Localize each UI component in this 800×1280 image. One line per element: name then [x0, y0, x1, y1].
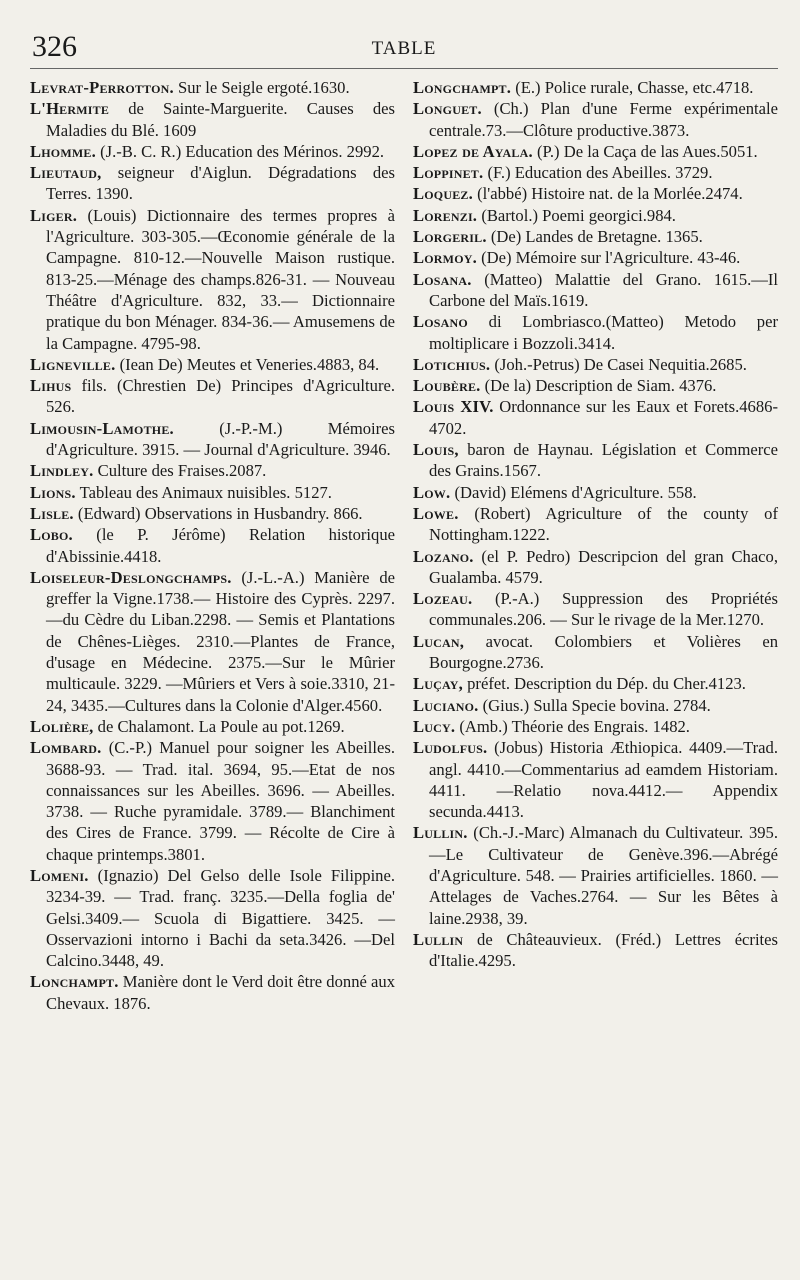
entry-author: Lorgeril.	[413, 227, 487, 247]
entry-author: Lions.	[30, 482, 76, 502]
index-entry	[30, 737, 395, 865]
entry-text: baron de Haynau. Législation et Commerce des Grains.1567.	[429, 440, 778, 481]
running-title: TABLE	[371, 38, 437, 59]
entry-author: Lhomme.	[30, 141, 96, 161]
entry-text: (C.-P.) Manuel pour soigner les Abeilles. 3688-93. — Trad. ital. 3694, 95.—Etat de nos connaissances sur les Abeilles. 3696. — Abeilles. 3738. — Ruche pyramidale. 3789.— Blanchiment des Cires de France. 3799. — Récolte de Cire à chaque printemps.3801.	[46, 738, 395, 864]
entry-text: Tableau des Animaux nuisibles. 5127.	[75, 482, 332, 502]
entry-text: fils. (Chrestien De) Principes d'Agriculture. 526.	[46, 376, 395, 417]
entry-text: (P.) De la Caça de las Aues.5051.	[532, 141, 758, 161]
entry-text: (Gius.) Sulla Specie bovina. 2784.	[478, 695, 711, 715]
index-entry	[413, 183, 778, 204]
index-entry	[413, 269, 778, 312]
index-entry	[30, 162, 395, 205]
entry-author: Louis,	[413, 440, 459, 460]
entry-text: (le P. Jérôme) Relation historique d'Abissinie.4418.	[46, 525, 395, 566]
index-entry	[413, 375, 778, 396]
index-entry	[30, 205, 395, 354]
index-entry	[413, 929, 778, 972]
entry-text: (Edward) Observations in Husbandry. 866.	[73, 503, 363, 523]
entry-text: (E.) Police rurale, Chasse, etc.4718.	[511, 78, 754, 97]
entry-author: Lucy.	[413, 716, 456, 736]
index-entry	[413, 205, 778, 226]
index-entry	[413, 673, 778, 694]
entry-author: Lozano.	[413, 546, 474, 566]
index-entry	[30, 375, 395, 418]
entry-author: Losano	[413, 312, 468, 332]
entry-author: Lorenzi.	[413, 205, 478, 225]
index-entry	[30, 418, 395, 461]
index-entry	[30, 567, 395, 716]
entry-text: (Matteo) Malattie del Grano. 1615.—Il Carbone del Maïs.1619.	[429, 269, 778, 310]
index-entry	[413, 162, 778, 183]
index-entry	[30, 503, 395, 524]
entry-author: Low.	[413, 482, 451, 502]
entry-author: Limousin-Lamothe.	[30, 418, 174, 438]
entry-author: Lowe.	[413, 503, 459, 523]
entry-text: (Iean De) Meutes et Veneries.4883, 84.	[115, 354, 380, 374]
entry-text: avocat. Colombiers et Volières en Bourgogne.2736.	[429, 631, 778, 673]
entry-author: Lindley.	[30, 461, 94, 481]
index-entry	[30, 482, 395, 503]
entry-text: Manière dont le Verd doit être donné aux Chevaux. 1876.	[46, 972, 395, 1013]
entry-text: (Ch.) Plan d'une Ferme expérimentale centrale.73.—Clôture productive.3873.	[429, 99, 778, 140]
entry-text: (J.-L.-A.) Manière de greffer la Vigne.1738.— Histoire des Cyprès. 2297.—du Cèdre du Liban.2298. — Semis et Plantations de Chênes-Lièges. 2310.—Plantes de France, d'usage en Médecine. 2375.—Sur le Mûrier multicaule. 3229. —Mûriers et Vers à soie.3310, 21-24, 3435.—Cultures dans la Colonie d'Alger.4560.	[46, 567, 395, 715]
page-header	[30, 28, 778, 69]
entry-text: (De) Mémoire sur l'Agriculture. 43-46.	[476, 248, 741, 268]
entry-text: (P.-A.) Suppression des Propriétés communales.206. — Sur le rivage de la Mer.1270.	[429, 589, 778, 630]
entry-author: Lolière,	[30, 716, 94, 736]
entry-text: (F.) Education des Abeilles. 3729.	[483, 163, 713, 183]
entry-text: Ordonnance sur les Eaux et Forets.4686-4702.	[429, 397, 778, 438]
entry-author: L'Hermite	[30, 99, 110, 119]
entry-author: Loquez.	[413, 184, 473, 204]
entry-author: Loiseleur-Deslongchamps.	[30, 567, 232, 587]
entry-text: (De la) Description de Siam. 4376.	[480, 376, 717, 396]
index-entry	[413, 503, 778, 546]
index-entry	[413, 716, 778, 737]
entry-author: Liger.	[30, 205, 78, 225]
index-entry	[413, 311, 778, 354]
index-entry	[413, 141, 778, 162]
entry-text: Sur le Seigle ergoté.1630.	[173, 78, 350, 97]
entry-author: Levrat-Perrotton.	[30, 78, 174, 97]
entry-text: de Sainte-Marguerite. Causes des Maladies du Blé. 1609	[46, 99, 395, 140]
right-column	[413, 77, 778, 1014]
entry-text: (Robert) Agriculture of the county of Nottingham.1222.	[429, 503, 778, 545]
entry-text: (Ignazio) Del Gelso delle Isole Filippine. 3234-39. — Trad. franç. 3235.—Della foglia de' Gelsi.3409.— Scuola di Bigattiere. 3425. — Osservazioni intorno i Bachi da seta.3426. —Del Calcino.3448, 49.	[46, 865, 395, 971]
index-columns	[30, 77, 778, 1014]
entry-author: Lozeau.	[413, 589, 473, 609]
left-column	[30, 77, 395, 1014]
index-entry	[413, 247, 778, 268]
index-entry	[30, 77, 395, 98]
entry-author: Longchampt.	[413, 78, 512, 97]
entry-text: (Ch.-J.-Marc) Almanach du Cultivateur. 395.—Le Cultivateur de Genève.396.—Abrégé d'Agriculture. 548. — Prairies artificielles. 1860. — Attelages de Vaches.2764. — Sur les Bêtes à laine.2938, 39.	[429, 823, 778, 928]
entry-text: (Bartol.) Poemi georgici.984.	[477, 205, 676, 225]
index-entry	[413, 439, 778, 482]
index-entry	[30, 354, 395, 375]
entry-author: Louis XIV.	[413, 397, 494, 417]
entry-author: Ludolfus.	[413, 738, 488, 758]
entry-author: Lucan,	[413, 631, 465, 651]
entry-text: préfet. Description du Dép. du Cher.4123.	[462, 674, 746, 694]
entry-text: de Chalamont. La Poule au pot.1269.	[93, 716, 345, 736]
entry-text: (J.-P.-M.) Mémoires d'Agriculture. 3915. — Journal d'Agriculture. 3946.	[46, 418, 395, 460]
entry-text: (l'abbé) Histoire nat. de la Morlée.2474.	[472, 184, 743, 204]
entry-author: Lomeni.	[30, 865, 89, 885]
index-entry	[413, 695, 778, 716]
entry-author: Lisle.	[30, 503, 74, 523]
entry-author: Luciano.	[413, 695, 479, 715]
index-entry	[30, 141, 395, 162]
index-entry	[30, 460, 395, 481]
index-entry	[30, 524, 395, 567]
index-entry	[413, 226, 778, 247]
entry-author: Lullin	[413, 929, 464, 949]
entry-author: Lopez de Ayala.	[413, 141, 533, 161]
index-entry	[413, 98, 778, 141]
index-entry	[413, 482, 778, 503]
index-entry	[413, 396, 778, 439]
entry-text: (David) Elémens d'Agriculture. 558.	[450, 482, 697, 502]
index-entry	[413, 546, 778, 589]
entry-author: Lotichius.	[413, 354, 491, 374]
entry-author: Ligneville.	[30, 354, 116, 374]
index-entry	[413, 588, 778, 631]
entry-author: Lombard.	[30, 738, 102, 758]
entry-text: di Lombriasco.(Matteo) Metodo per moltiplicare i Bozzoli.3414.	[429, 312, 778, 353]
entry-text: (De) Landes de Bretagne. 1365.	[486, 227, 703, 247]
entry-author: Lihus	[30, 376, 72, 396]
page-number: 326	[32, 30, 77, 63]
entry-author: Losana.	[413, 269, 472, 289]
entry-author: Lormoy.	[413, 248, 477, 268]
entry-author: Lobo.	[30, 525, 73, 545]
index-entry	[413, 77, 778, 98]
entry-author: Loppinet.	[413, 163, 484, 183]
entry-author: Luçay,	[413, 674, 463, 694]
index-entry	[413, 631, 778, 674]
index-entry	[30, 865, 395, 971]
index-entry	[413, 354, 778, 375]
entry-text: (J.-B. C. R.) Education des Mérinos. 2992.	[95, 141, 385, 161]
entry-author: Lonchampt.	[30, 972, 119, 992]
entry-text: (Louis) Dictionnaire des termes propres à l'Agriculture. 303-305.—Œconomie générale de la Campagne. 810-12.—Nouvelle Maison rustique. 813-25.—Ménage des champs.826-31. — Nouveau Théâtre d'Agriculture. 832, 33.— Dictionnaire pratique du bon Ménager. 834-36.— Amusemens de la Campagne. 4795-98.	[46, 205, 395, 353]
entry-author: Lieutaud,	[30, 163, 102, 183]
entry-text: Culture des Fraises.2087.	[93, 461, 267, 481]
index-entry	[30, 716, 395, 737]
entry-text: (Jobus) Historia Æthiopica. 4409.—Trad. angl. 4410.—Commentarius ad eamdem Historiam. 4411. —Relatio nova.4412.— Appendix secunda.4413.	[429, 738, 778, 822]
entry-text: (Joh.-Petrus) De Casei Nequitia.2685.	[490, 354, 747, 374]
entry-text: de Châteauvieux. (Fréd.) Lettres écrites d'Italie.4295.	[429, 929, 778, 971]
index-entry	[413, 822, 778, 928]
entry-author: Longuet.	[413, 99, 482, 119]
entry-author: Lullin.	[413, 823, 468, 843]
index-entry	[30, 98, 395, 141]
index-entry	[30, 971, 395, 1014]
entry-text: (el P. Pedro) Descripcion del gran Chaco, Gualamba. 4579.	[429, 546, 778, 587]
entry-author: Loubère.	[413, 376, 481, 396]
entry-text: seigneur d'Aiglun. Dégradations des Terres. 1390.	[46, 163, 395, 204]
index-entry	[413, 737, 778, 822]
entry-text: (Amb.) Théorie des Engrais. 1482.	[455, 716, 690, 736]
